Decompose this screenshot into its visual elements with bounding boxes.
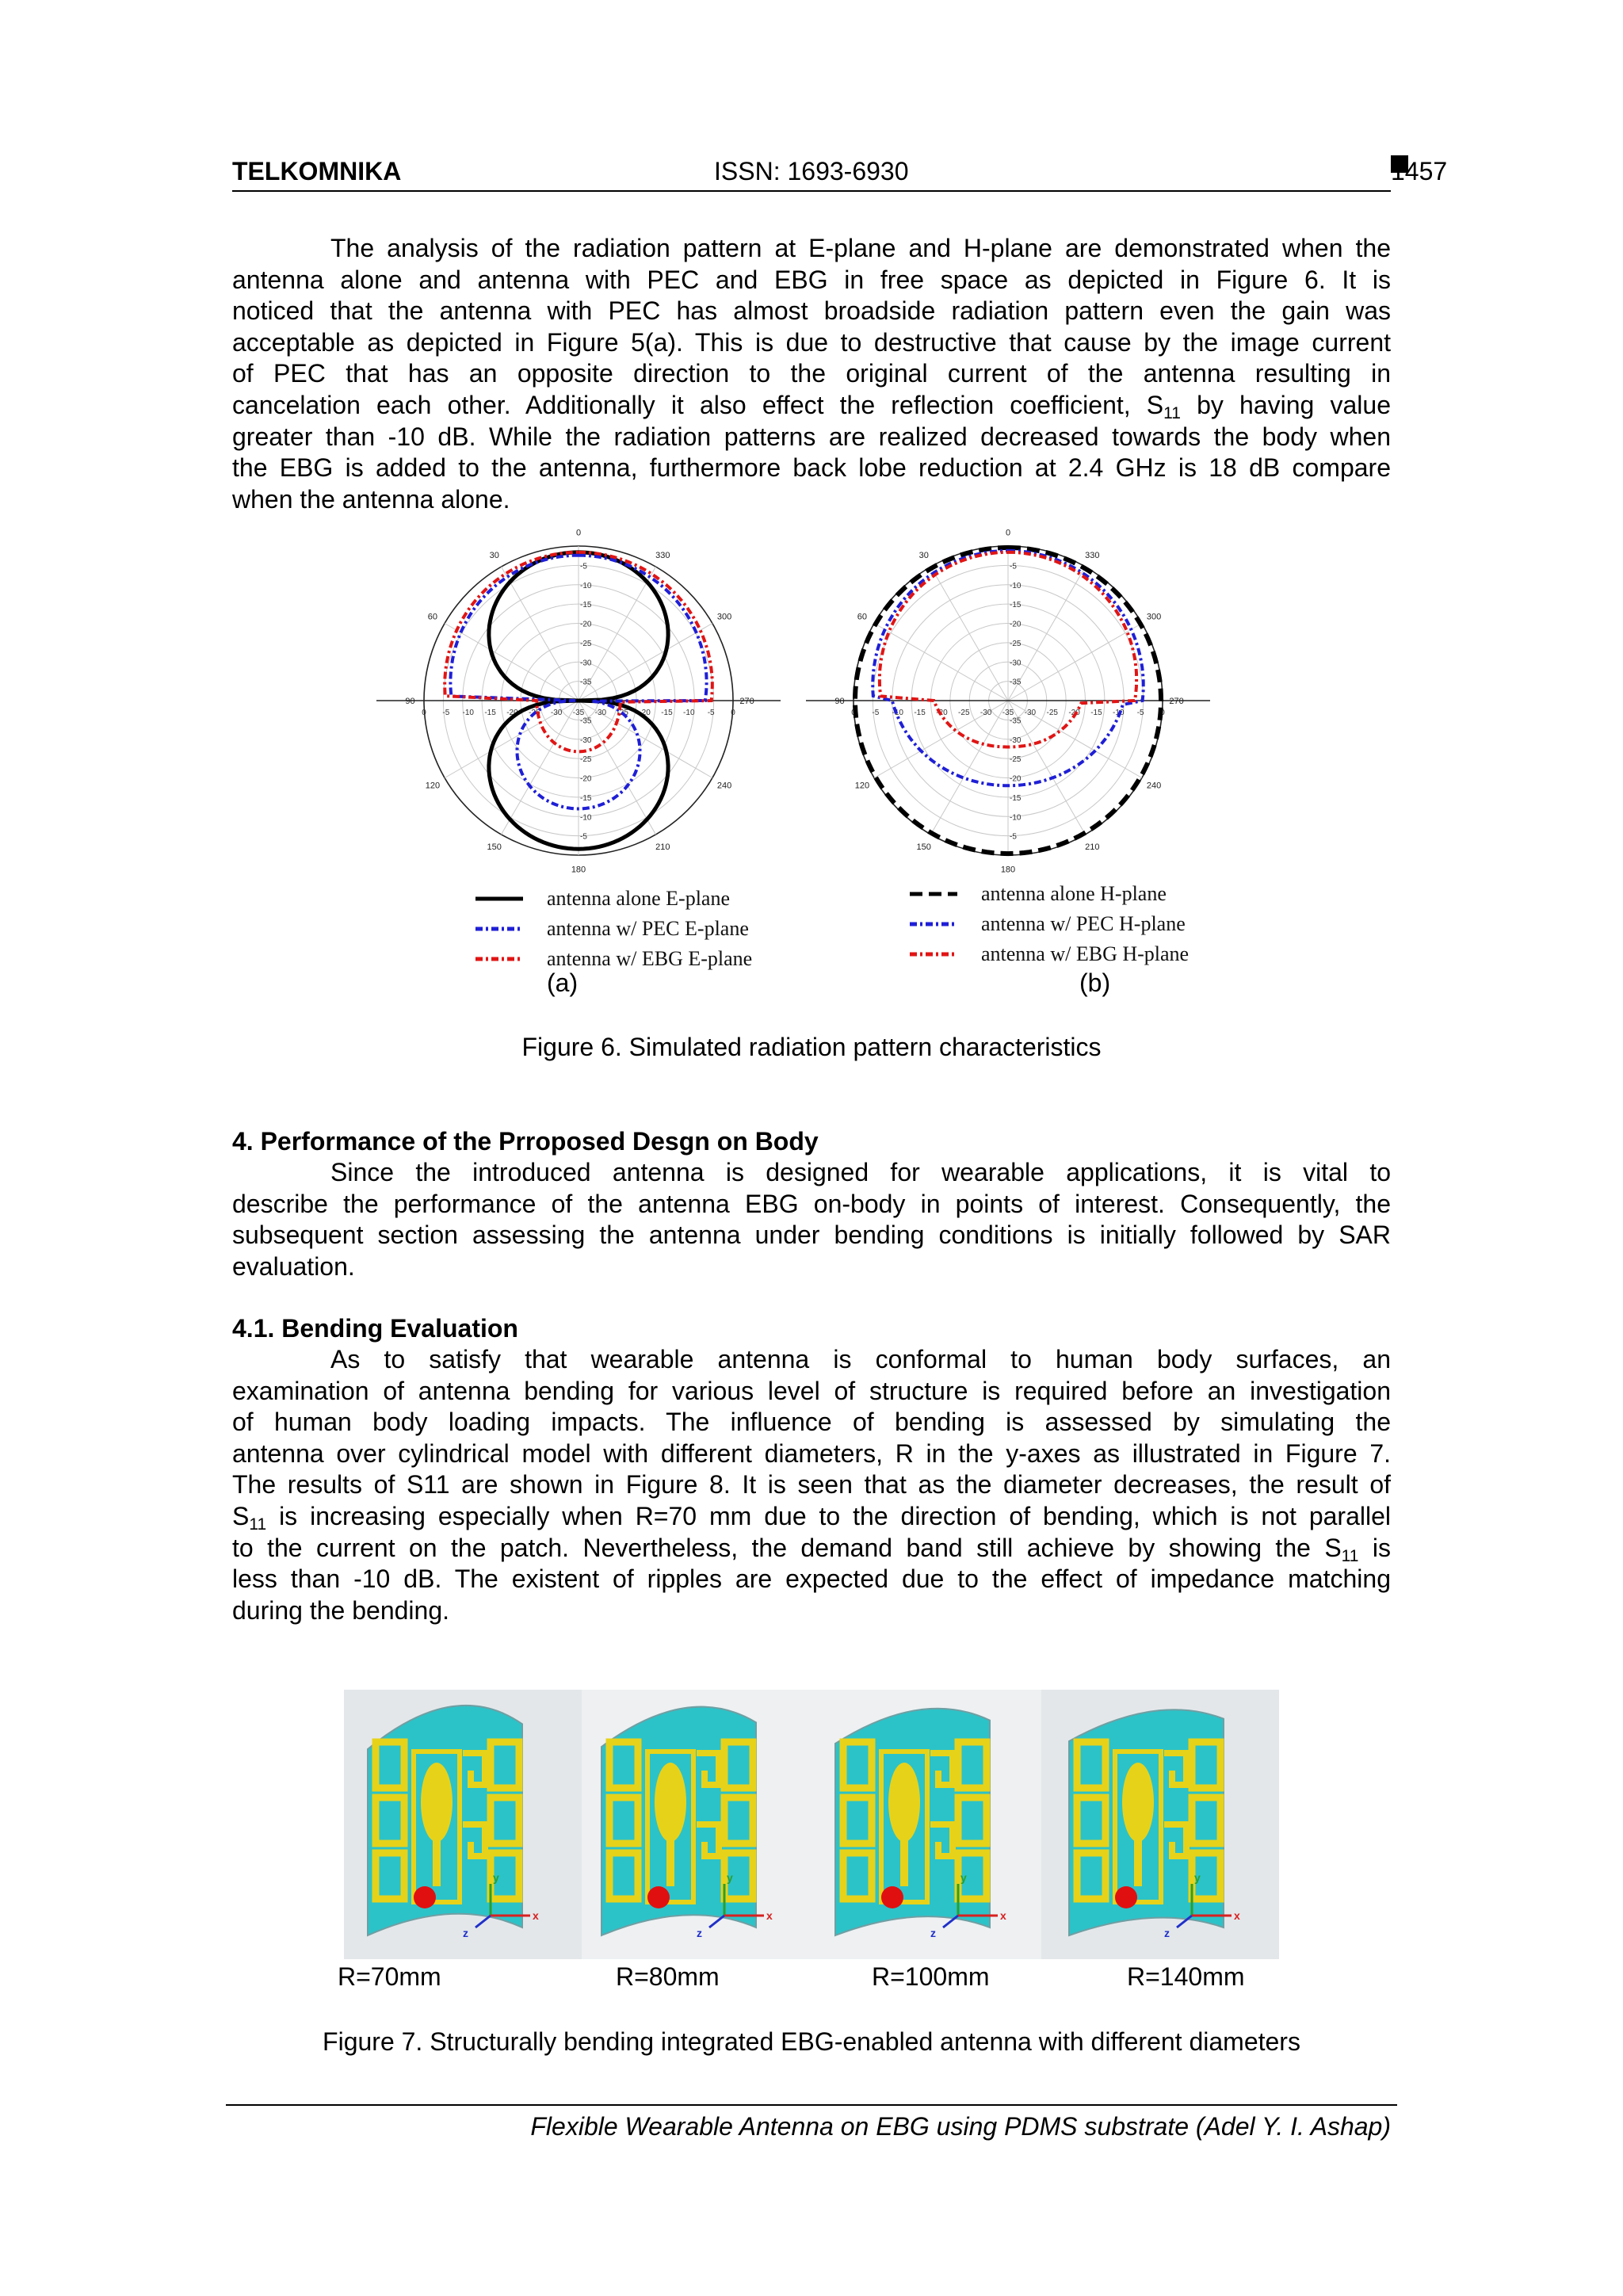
ring-label: -30 — [1010, 735, 1022, 745]
legend-label: antenna w/ PEC E-plane — [547, 917, 749, 940]
angle-label: 30 — [918, 550, 929, 560]
axis-tick-label: -25 — [529, 709, 540, 717]
radiating-patch — [655, 1763, 686, 1842]
para-text: is increasing especially when R=70 mm due to the direction of bending, which is not parallel — [266, 1501, 1391, 1530]
angle-label: 180 — [571, 865, 586, 875]
angle-label: 90 — [834, 697, 845, 706]
subscript: 11 — [1341, 1546, 1359, 1565]
para-text: cancelation each other. Additionally it also effect the reflection coefficient, S — [232, 390, 1164, 419]
axis-tick-label: 0 — [1160, 709, 1165, 717]
angle-label: 0 — [1005, 528, 1011, 538]
journal-name: TELKOMNIKA — [232, 157, 402, 185]
axis-tick-label: -20 — [639, 709, 651, 717]
axis-tick-label: -25 — [617, 709, 628, 717]
section-4-1-heading: 4.1. Bending Evaluation — [232, 1314, 518, 1343]
ring-label: -5 — [1010, 562, 1017, 571]
footer-rule — [226, 2104, 1397, 2106]
polar-spoke — [502, 701, 579, 835]
polar-plot-b — [806, 528, 1210, 874]
para-line: during the bending. — [232, 1595, 449, 1625]
z-axis-letter: z — [930, 1927, 936, 1939]
ring-label: -10 — [1010, 581, 1022, 590]
para-text: by having value — [1180, 390, 1392, 419]
x-axis-letter: x — [766, 1909, 773, 1922]
axis-tick-label: -20 — [936, 709, 948, 717]
para-line: the EBG is added to the antenna, furthermore back lobe reduction at 2.4 GHz is 18 dB compare — [232, 453, 1391, 483]
ring-label: -30 — [1010, 659, 1022, 668]
para-line: antenna alone and antenna with PEC and EBG in free space as depicted in Figure 6. It is — [232, 265, 1391, 294]
legend-b — [910, 882, 1189, 965]
feed-line — [900, 1839, 908, 1886]
ring-label: -5 — [580, 832, 587, 842]
angle-label: 240 — [1146, 781, 1162, 791]
x-axis-letter: x — [1000, 1909, 1006, 1922]
axis-tick-label: -25 — [958, 709, 970, 717]
polar-spoke — [579, 624, 712, 701]
feed-port — [647, 1886, 670, 1908]
polar-spoke — [931, 567, 1009, 701]
feed-port — [881, 1886, 903, 1908]
angle-label: 30 — [489, 550, 499, 560]
axis-tick-label: -10 — [683, 709, 695, 717]
para-line: greater than -10 dB. While the radiation patterns are realized decreased towards the body when — [232, 422, 1391, 451]
angle-label: 150 — [916, 842, 931, 853]
ring-label: -15 — [580, 601, 592, 610]
ring-label: -20 — [1010, 620, 1022, 629]
figure-6-caption: Figure 6. Simulated radiation pattern characteristics — [521, 1033, 1102, 1061]
page-number: 1457 — [1391, 157, 1448, 185]
polar-spoke — [445, 624, 579, 701]
ring-label: -5 — [1010, 832, 1017, 842]
axis-tick-label: -5 — [872, 709, 880, 717]
subscript: 11 — [1163, 403, 1181, 422]
angle-label: 270 — [739, 697, 754, 706]
para-line: describe the performance of the antenna EBG on-body in points of interest. Consequently, the — [232, 1189, 1391, 1218]
ring-label: -10 — [1010, 813, 1022, 823]
feed-port — [414, 1886, 436, 1908]
feed-port — [1115, 1886, 1137, 1908]
para-line: acceptable as depicted in Figure 5(a). This is due to destructive that cause by the image current — [232, 327, 1391, 357]
bent-antenna-panel — [368, 1706, 539, 1939]
angle-label: 330 — [1085, 550, 1100, 560]
para-line: subsequent section assessing the antenna under bending conditions is initially followed by SAR — [232, 1221, 1391, 1250]
axis-tick-label: -15 — [484, 709, 496, 717]
ring-label: -20 — [580, 620, 592, 629]
subfigure-label-a: (a) — [547, 968, 579, 997]
radius-label-100: R=100mm — [872, 1962, 990, 1991]
axis-tick-label: -5 — [707, 709, 715, 717]
ring-label: -25 — [1010, 639, 1022, 648]
polar-spoke — [1008, 624, 1142, 701]
z-axis-letter: z — [1164, 1927, 1170, 1939]
axis-tick-label: 0 — [851, 709, 856, 717]
radiating-patch — [888, 1763, 920, 1842]
intro-paragraph — [232, 233, 1391, 515]
axis-tick-label: -10 — [462, 709, 474, 717]
para-text: is — [1358, 1533, 1392, 1562]
axis-tick-label: -30 — [980, 709, 992, 717]
axis-tick-label: -5 — [1136, 709, 1144, 717]
z-axis-letter: z — [463, 1927, 468, 1939]
polar-spoke — [502, 567, 579, 701]
axis-tick-label: -35 — [1002, 709, 1014, 717]
para-text: to the current on the patch. Nevertheless, the demand band still achieve by showing the S — [232, 1533, 1342, 1562]
ring-label: -35 — [580, 716, 592, 726]
para-line: of PEC that has an opposite direction to the original current of the antenna resulting in — [232, 359, 1391, 388]
axis-tick-label: -15 — [1090, 709, 1102, 717]
ring-label: -35 — [1010, 716, 1022, 726]
angle-label: 210 — [655, 842, 670, 853]
axis-tick-label: -30 — [550, 709, 563, 717]
para-line: The results of S11 are shown in Figure 8. It is seen that as the diameter decreases, the result of — [232, 1470, 1391, 1499]
axis-tick-label: -20 — [506, 709, 518, 717]
axis-tick-label: -15 — [914, 709, 926, 717]
ring-label: -10 — [580, 813, 592, 823]
angle-label: 60 — [427, 612, 438, 622]
angle-label: 330 — [655, 550, 670, 560]
polar-plot-a — [376, 528, 781, 874]
para-line: of human body loading impacts. The influence of bending is assessed by simulating the — [232, 1408, 1391, 1437]
angle-label: 180 — [1000, 865, 1016, 875]
z-axis-letter: z — [697, 1927, 702, 1939]
axis-tick-label: -10 — [1113, 709, 1125, 717]
para-line: antenna over cylindrical model with different diameters, R in the y-axes as illustrated in Figure 7. — [232, 1438, 1391, 1468]
legend-a — [475, 887, 752, 970]
feed-line — [433, 1839, 441, 1886]
x-axis-letter: x — [1234, 1909, 1240, 1922]
section-4-1-paragraph — [232, 1344, 1391, 1626]
para-line — [232, 390, 1391, 422]
axis-tick-label: 0 — [731, 709, 735, 717]
ring-label: -35 — [580, 678, 592, 687]
para-line: less than -10 dB. The existent of ripples are expected due to the effect of impedance matching — [232, 1564, 1391, 1594]
figure-6-polar-plots — [396, 528, 1236, 999]
legend-label: antenna alone E-plane — [547, 887, 730, 910]
axis-tick-label: -25 — [1046, 709, 1058, 717]
ring-label: -30 — [580, 659, 592, 668]
ring-label: -25 — [1010, 755, 1022, 765]
angle-label: 300 — [716, 612, 732, 622]
ring-label: -5 — [580, 562, 587, 571]
section-4-paragraph — [232, 1157, 1391, 1282]
polar-spoke — [931, 701, 1009, 835]
axis-tick-label: -5 — [442, 709, 450, 717]
angle-label: 240 — [716, 781, 732, 791]
ring-label: -25 — [580, 639, 592, 648]
axis-tick-label: -15 — [661, 709, 673, 717]
radiating-patch — [1122, 1763, 1154, 1842]
axis-tick-label: -30 — [594, 709, 607, 717]
ring-label: -15 — [580, 793, 592, 803]
angle-label: 300 — [1146, 612, 1162, 622]
para-line: As to satisfy that wearable antenna is conformal to human body surfaces, an — [330, 1345, 1391, 1373]
bent-antenna-panel — [601, 1707, 773, 1939]
angle-label: 210 — [1085, 842, 1100, 853]
ring-label: -15 — [1010, 601, 1022, 610]
feed-line — [666, 1839, 674, 1886]
axis-tick-label: -20 — [1068, 709, 1080, 717]
running-footer: Flexible Wearable Antenna on EBG using PDMS substrate (Adel Y. I. Ashap) — [530, 2112, 1391, 2141]
legend-label: antenna w/ EBG E-plane — [547, 947, 753, 970]
subfigure-label-b: (b) — [1079, 968, 1111, 997]
radiating-patch — [421, 1763, 453, 1842]
ring-label: -15 — [1010, 793, 1022, 803]
axis-tick-label: -30 — [1024, 709, 1037, 717]
para-line: examination of antenna bending for various level of structure is required before an investigation — [232, 1376, 1391, 1405]
y-axis-letter: y — [960, 1871, 967, 1884]
para-line — [232, 1501, 1391, 1533]
figure-7-bent-antennas — [344, 1690, 1279, 1959]
angle-label: 0 — [575, 528, 582, 538]
feed-line — [1134, 1839, 1142, 1886]
para-line: noticed that the antenna with PEC has almost broadside radiation pattern even the gain was — [232, 296, 1391, 326]
y-axis-letter: y — [493, 1871, 499, 1884]
radius-label-70: R=70mm — [338, 1962, 441, 1991]
angle-label: 150 — [487, 842, 502, 853]
running-header — [232, 155, 1448, 192]
angle-label: 270 — [1169, 697, 1184, 706]
para-line: Since the introduced antenna is designed for wearable applications, it is vital to — [330, 1158, 1391, 1186]
ring-label: -20 — [580, 774, 592, 784]
legend-label: antenna w/ EBG H-plane — [981, 942, 1190, 965]
legend-label: antenna alone H-plane — [981, 882, 1167, 905]
bent-antenna-panel — [835, 1709, 1006, 1939]
ring-label: -35 — [1010, 678, 1022, 687]
angle-label: 120 — [425, 781, 441, 791]
axis-tick-label: 0 — [422, 709, 426, 717]
axis-tick-label: -35 — [572, 709, 585, 717]
ring-label: -20 — [1010, 774, 1022, 784]
angle-label: 90 — [405, 697, 415, 706]
ring-label: -10 — [580, 581, 592, 590]
radius-label-140: R=140mm — [1127, 1962, 1245, 1991]
para-line: The analysis of the radiation pattern at E-plane and H-plane are demonstrated when the — [330, 234, 1391, 262]
y-axis-letter: y — [727, 1871, 733, 1884]
polar-spoke — [874, 624, 1008, 701]
angle-label: 120 — [854, 781, 870, 791]
radius-label-80: R=80mm — [616, 1962, 720, 1991]
x-axis-letter: x — [533, 1909, 539, 1922]
para-line — [232, 1533, 1391, 1564]
bent-antenna-panel — [1069, 1710, 1240, 1939]
axis-tick-label: -10 — [892, 709, 903, 717]
ring-label: -30 — [580, 735, 592, 745]
angle-label: 60 — [857, 612, 868, 622]
section-4-heading: 4. Performance of the Prroposed Desgn on Body — [232, 1127, 819, 1156]
subscript: 11 — [249, 1515, 267, 1534]
figure-7-caption: Figure 7. Structurally bending integrated EBG-enabled antenna with different diameters — [323, 2027, 1300, 2056]
legend-label: antenna w/ PEC H-plane — [981, 912, 1186, 935]
para-line: evaluation. — [232, 1251, 355, 1281]
para-text: S — [232, 1501, 250, 1530]
ring-label: -25 — [580, 755, 592, 765]
para-line: when the antenna alone. — [232, 484, 510, 514]
y-axis-letter: y — [1194, 1871, 1201, 1884]
issn: ISSN: 1693-6930 — [714, 157, 909, 185]
